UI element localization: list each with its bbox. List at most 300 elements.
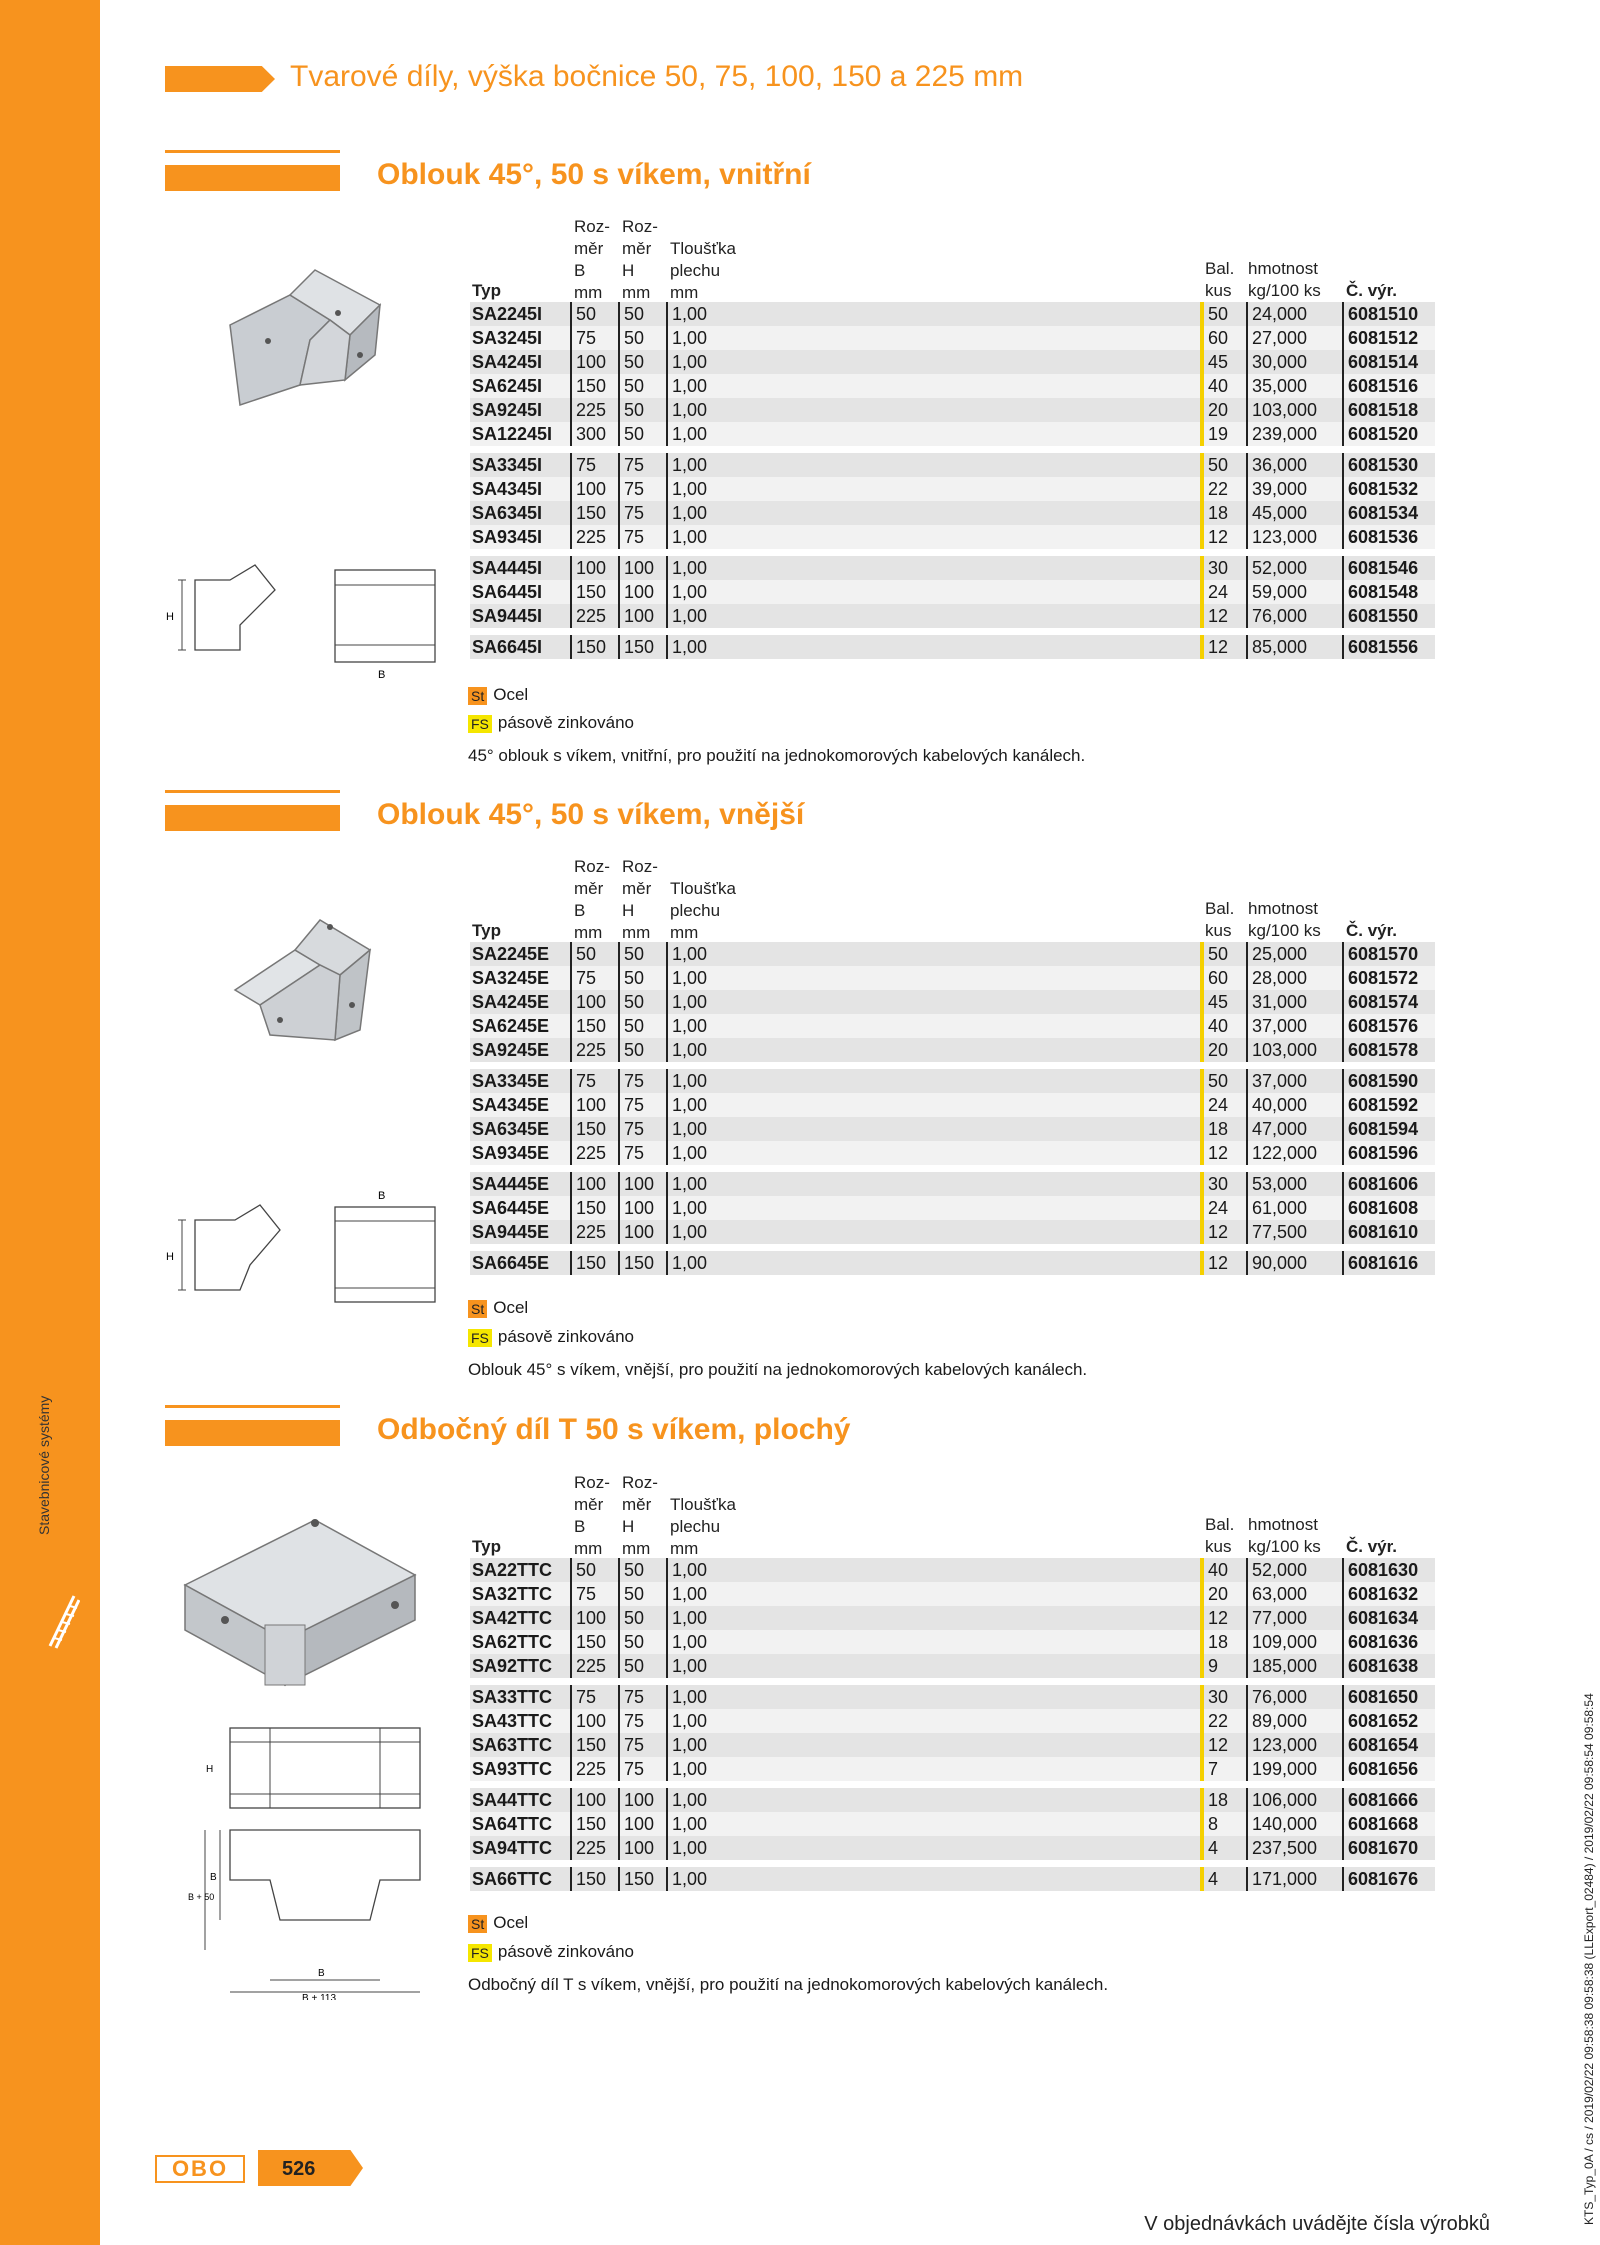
group-gap xyxy=(470,1062,1435,1069)
cell-hm: 103,000 xyxy=(1246,398,1317,422)
cell-b: 150 xyxy=(570,1251,606,1275)
cell-b: 100 xyxy=(570,1093,606,1117)
cell-cv: 6081518 xyxy=(1342,398,1418,422)
cell-cv: 6081652 xyxy=(1342,1709,1418,1733)
cell-h: 50 xyxy=(618,422,644,446)
cell-hm: 27,000 xyxy=(1246,326,1307,350)
cell-bal: 40 xyxy=(1200,374,1228,398)
cell-typ: SA2245I xyxy=(472,304,543,324)
cell-typ: SA92TTC xyxy=(472,1656,553,1676)
cell-typ: SA9345I xyxy=(472,527,543,547)
header-hm: hmotnost kg/100 ks xyxy=(1248,259,1321,300)
cell-bal: 45 xyxy=(1200,350,1228,374)
cell-bal: 60 xyxy=(1200,966,1228,990)
cell-t: 1,00 xyxy=(666,1867,707,1891)
header-h: Roz- měr H mm xyxy=(622,217,658,302)
cell-b: 75 xyxy=(570,1582,596,1606)
legend-st xyxy=(468,1913,528,1933)
table-row xyxy=(470,580,1435,604)
cell-hm: 40,000 xyxy=(1246,1093,1307,1117)
cell-cv: 6081654 xyxy=(1342,1733,1418,1757)
cell-t: 1,00 xyxy=(666,1093,707,1117)
table-row xyxy=(470,1172,1435,1196)
cell-h: 50 xyxy=(618,1558,644,1582)
table-row xyxy=(470,1757,1435,1781)
header-typ: Typ xyxy=(472,281,501,300)
table-header xyxy=(470,217,1435,302)
cell-typ: SA6245E xyxy=(472,1016,550,1036)
cell-cv: 6081550 xyxy=(1342,604,1418,628)
header-bal: Bal. kus xyxy=(1205,1515,1235,1556)
cell-b: 150 xyxy=(570,374,606,398)
cell-cv: 6081556 xyxy=(1342,635,1418,659)
header-typ: Typ xyxy=(472,921,501,940)
cell-b: 100 xyxy=(570,477,606,501)
section-title: Odbočný díl T 50 s víkem, plochý xyxy=(377,1413,851,1446)
cell-b: 100 xyxy=(570,556,606,580)
table-row xyxy=(470,1582,1435,1606)
table-row xyxy=(470,1733,1435,1757)
cell-typ: SA6345E xyxy=(472,1119,550,1139)
cell-typ: SA3345I xyxy=(472,455,543,475)
cell-hm: 35,000 xyxy=(1246,374,1307,398)
cell-t: 1,00 xyxy=(666,1141,707,1165)
cell-typ: SA93TTC xyxy=(472,1759,553,1779)
cell-b: 150 xyxy=(570,1014,606,1038)
cell-hm: 90,000 xyxy=(1246,1251,1307,1275)
table-header xyxy=(470,1473,1435,1558)
cell-h: 100 xyxy=(618,1196,654,1220)
fs-label: pásově zinkováno xyxy=(497,1327,634,1346)
cell-cv: 6081570 xyxy=(1342,942,1418,966)
cell-cv: 6081510 xyxy=(1342,302,1418,326)
cell-cv: 6081632 xyxy=(1342,1582,1418,1606)
cell-hm: 77,500 xyxy=(1246,1220,1307,1244)
cell-cv: 6081656 xyxy=(1342,1757,1418,1781)
table-row xyxy=(470,1788,1435,1812)
cell-hm: 76,000 xyxy=(1246,1685,1307,1709)
cell-bal: 22 xyxy=(1200,477,1228,501)
cell-t: 1,00 xyxy=(666,1220,707,1244)
cell-typ: SA9445I xyxy=(472,606,543,626)
cell-t: 1,00 xyxy=(666,326,707,350)
legend-st xyxy=(468,1298,528,1318)
table-row xyxy=(470,1558,1435,1582)
cell-typ: SA66TTC xyxy=(472,1869,553,1889)
cell-bal: 20 xyxy=(1200,398,1228,422)
cell-bal: 12 xyxy=(1200,1220,1228,1244)
cell-b: 75 xyxy=(570,326,596,350)
product-image-outer-bend xyxy=(220,905,390,1060)
cell-bal: 4 xyxy=(1200,1836,1218,1860)
cell-bal: 40 xyxy=(1200,1014,1228,1038)
product-table-inner-bend xyxy=(470,217,1435,659)
cell-hm: 106,000 xyxy=(1246,1788,1317,1812)
cell-cv: 6081616 xyxy=(1342,1251,1418,1275)
cell-t: 1,00 xyxy=(666,398,707,422)
cell-typ: SA6345I xyxy=(472,503,543,523)
fs-label: pásově zinkováno xyxy=(497,713,634,732)
st-marker: St xyxy=(468,1300,487,1318)
cell-h: 75 xyxy=(618,501,644,525)
section-bar xyxy=(165,165,340,191)
cell-t: 1,00 xyxy=(666,1757,707,1781)
cell-hm: 77,000 xyxy=(1246,1606,1307,1630)
product-image-t-piece xyxy=(165,1505,435,1705)
cell-cv: 6081590 xyxy=(1342,1069,1418,1093)
cell-cv: 6081610 xyxy=(1342,1220,1418,1244)
cell-t: 1,00 xyxy=(666,1014,707,1038)
cell-bal: 60 xyxy=(1200,326,1228,350)
sidebar-label: Stavebnicové systémy xyxy=(36,1395,52,1535)
cell-bal: 12 xyxy=(1200,1733,1228,1757)
table-row xyxy=(470,1196,1435,1220)
cell-hm: 63,000 xyxy=(1246,1582,1307,1606)
cell-h: 50 xyxy=(618,1582,644,1606)
cell-t: 1,00 xyxy=(666,1788,707,1812)
cell-typ: SA42TTC xyxy=(472,1608,553,1628)
cell-h: 50 xyxy=(618,1606,644,1630)
st-marker: St xyxy=(468,1915,487,1933)
cell-hm: 76,000 xyxy=(1246,604,1307,628)
cell-t: 1,00 xyxy=(666,1630,707,1654)
table-row xyxy=(470,1014,1435,1038)
cell-h: 50 xyxy=(618,942,644,966)
cell-cv: 6081636 xyxy=(1342,1630,1418,1654)
cell-hm: 24,000 xyxy=(1246,302,1307,326)
cell-typ: SA4345I xyxy=(472,479,543,499)
cell-b: 100 xyxy=(570,1709,606,1733)
table-row xyxy=(470,350,1435,374)
cell-h: 50 xyxy=(618,302,644,326)
cell-h: 50 xyxy=(618,326,644,350)
cell-cv: 6081638 xyxy=(1342,1654,1418,1678)
cell-t: 1,00 xyxy=(666,374,707,398)
cell-bal: 12 xyxy=(1200,1141,1228,1165)
st-marker: St xyxy=(468,687,487,705)
cell-bal: 12 xyxy=(1200,525,1228,549)
section-description: Odbočný díl T s víkem, vnější, pro použití na jednokomorových kabelových kanálech. xyxy=(468,1975,1109,1994)
group-gap xyxy=(470,1781,1435,1788)
cell-b: 150 xyxy=(570,1733,606,1757)
table-row xyxy=(470,1220,1435,1244)
cell-typ: SA33TTC xyxy=(472,1687,553,1707)
cell-h: 50 xyxy=(618,1014,644,1038)
cell-cv: 6081676 xyxy=(1342,1867,1418,1891)
cell-b: 150 xyxy=(570,1630,606,1654)
cell-h: 50 xyxy=(618,350,644,374)
cell-cv: 6081536 xyxy=(1342,525,1418,549)
cell-b: 150 xyxy=(570,1196,606,1220)
cell-t: 1,00 xyxy=(666,453,707,477)
table-row xyxy=(470,966,1435,990)
section-title: Oblouk 45°, 50 s víkem, vnitřní xyxy=(377,158,811,191)
cell-cv: 6081608 xyxy=(1342,1196,1418,1220)
group-gap xyxy=(470,1678,1435,1685)
cell-cv: 6081520 xyxy=(1342,422,1418,446)
cell-t: 1,00 xyxy=(666,501,707,525)
cell-t: 1,00 xyxy=(666,604,707,628)
cell-h: 100 xyxy=(618,1220,654,1244)
cell-hm: 52,000 xyxy=(1246,556,1307,580)
cell-cv: 6081576 xyxy=(1342,1014,1418,1038)
cell-hm: 122,000 xyxy=(1246,1141,1317,1165)
cell-t: 1,00 xyxy=(666,350,707,374)
st-label: Ocel xyxy=(493,1298,529,1317)
header-h: Roz- měr H mm xyxy=(622,857,658,942)
cell-h: 75 xyxy=(618,1141,644,1165)
header-t: Tloušťka plechu mm xyxy=(670,1495,736,1558)
cell-h: 100 xyxy=(618,1172,654,1196)
table-row xyxy=(470,1867,1435,1891)
cell-t: 1,00 xyxy=(666,1251,707,1275)
cell-typ: SA6445E xyxy=(472,1198,550,1218)
cell-hm: 37,000 xyxy=(1246,1069,1307,1093)
cell-b: 50 xyxy=(570,942,596,966)
table-row xyxy=(470,1836,1435,1860)
table-row xyxy=(470,453,1435,477)
dim-label-b: B xyxy=(378,1190,386,1202)
header-b: Roz- měr B mm xyxy=(574,1473,610,1558)
cell-h: 75 xyxy=(618,477,644,501)
cell-cv: 6081606 xyxy=(1342,1172,1418,1196)
product-image-inner-bend xyxy=(220,265,390,420)
cell-t: 1,00 xyxy=(666,525,707,549)
cell-typ: SA6245I xyxy=(472,376,543,396)
dim-label-b: B xyxy=(378,669,386,680)
cell-bal: 45 xyxy=(1200,990,1228,1014)
cell-cv: 6081594 xyxy=(1342,1117,1418,1141)
cell-hm: 28,000 xyxy=(1246,966,1307,990)
cell-h: 100 xyxy=(618,1812,654,1836)
table-row xyxy=(470,1117,1435,1141)
st-label: Ocel xyxy=(493,1913,529,1932)
table-row xyxy=(470,1654,1435,1678)
cell-typ: SA3345E xyxy=(472,1071,550,1091)
header-bal: Bal. kus xyxy=(1205,899,1235,940)
cell-bal: 22 xyxy=(1200,1709,1228,1733)
cell-cv: 6081548 xyxy=(1342,580,1418,604)
cell-hm: 25,000 xyxy=(1246,942,1307,966)
cell-b: 150 xyxy=(570,1812,606,1836)
cell-bal: 24 xyxy=(1200,580,1228,604)
cell-typ: SA2245E xyxy=(472,944,550,964)
cell-hm: 185,000 xyxy=(1246,1654,1317,1678)
cell-bal: 9 xyxy=(1200,1654,1218,1678)
table-header xyxy=(470,857,1435,942)
cell-t: 1,00 xyxy=(666,1606,707,1630)
cell-hm: 53,000 xyxy=(1246,1172,1307,1196)
cell-hm: 45,000 xyxy=(1246,501,1307,525)
cell-h: 75 xyxy=(618,453,644,477)
cell-b: 75 xyxy=(570,453,596,477)
group-gap xyxy=(470,1244,1435,1251)
cell-bal: 12 xyxy=(1200,1606,1228,1630)
cell-typ: SA9245E xyxy=(472,1040,550,1060)
cell-hm: 103,000 xyxy=(1246,1038,1317,1062)
cell-cv: 6081592 xyxy=(1342,1093,1418,1117)
cell-bal: 40 xyxy=(1200,1558,1228,1582)
cell-bal: 18 xyxy=(1200,501,1228,525)
table-row xyxy=(470,1093,1435,1117)
header-t: Tloušťka plechu mm xyxy=(670,879,736,942)
header-cv: Č. výr. xyxy=(1346,281,1398,300)
dim-label-b: B xyxy=(318,1968,325,1979)
cell-b: 225 xyxy=(570,1141,606,1165)
footer-note: V objednávkách uvádějte čísla výrobků xyxy=(1144,2213,1490,2235)
legend-fs xyxy=(468,1942,634,1962)
cell-hm: 123,000 xyxy=(1246,525,1317,549)
section-title: Oblouk 45°, 50 s víkem, vnější xyxy=(377,798,805,831)
cell-cv: 6081530 xyxy=(1342,453,1418,477)
cell-cv: 6081514 xyxy=(1342,350,1418,374)
cell-t: 1,00 xyxy=(666,1812,707,1836)
cell-t: 1,00 xyxy=(666,1038,707,1062)
dim-label-b50: B + 50 xyxy=(188,1892,215,1902)
cell-hm: 36,000 xyxy=(1246,453,1307,477)
cell-b: 225 xyxy=(570,1220,606,1244)
dim-label-h: H xyxy=(166,611,174,623)
cell-hm: 39,000 xyxy=(1246,477,1307,501)
cell-t: 1,00 xyxy=(666,1558,707,1582)
cell-h: 150 xyxy=(618,1251,654,1275)
table-row xyxy=(470,556,1435,580)
cell-b: 100 xyxy=(570,1606,606,1630)
legend-st xyxy=(468,685,528,705)
cell-h: 75 xyxy=(618,1069,644,1093)
left-sidebar-band xyxy=(0,0,100,2245)
cell-t: 1,00 xyxy=(666,556,707,580)
cell-bal: 50 xyxy=(1200,1069,1228,1093)
cell-b: 100 xyxy=(570,990,606,1014)
cell-bal: 50 xyxy=(1200,942,1228,966)
cell-typ: SA9245I xyxy=(472,400,543,420)
cell-typ: SA9345E xyxy=(472,1143,550,1163)
cell-bal: 8 xyxy=(1200,1812,1218,1836)
cell-hm: 123,000 xyxy=(1246,1733,1317,1757)
cell-cv: 6081578 xyxy=(1342,1038,1418,1062)
cell-cv: 6081670 xyxy=(1342,1836,1418,1860)
cell-h: 50 xyxy=(618,1654,644,1678)
cell-b: 225 xyxy=(570,1038,606,1062)
table-row xyxy=(470,1069,1435,1093)
dim-label-h: H xyxy=(206,1764,214,1775)
cell-b: 100 xyxy=(570,1172,606,1196)
section-description: Oblouk 45° s víkem, vnější, pro použití na jednokomorových kabelových kanálech. xyxy=(468,1360,1088,1379)
table-row xyxy=(470,374,1435,398)
table-row xyxy=(470,1038,1435,1062)
table-row xyxy=(470,1251,1435,1275)
table-row xyxy=(470,501,1435,525)
cell-t: 1,00 xyxy=(666,422,707,446)
cell-hm: 85,000 xyxy=(1246,635,1307,659)
cell-h: 75 xyxy=(618,1093,644,1117)
group-gap xyxy=(470,628,1435,635)
dim-label-b113: B + 113 xyxy=(302,1993,337,2000)
cell-hm: 61,000 xyxy=(1246,1196,1307,1220)
cell-h: 150 xyxy=(618,1867,654,1891)
table-row xyxy=(470,1606,1435,1630)
cell-t: 1,00 xyxy=(666,1654,707,1678)
cell-bal: 50 xyxy=(1200,302,1228,326)
cell-cv: 6081630 xyxy=(1342,1558,1418,1582)
group-gap xyxy=(470,1165,1435,1172)
table-row xyxy=(470,422,1435,446)
table-row xyxy=(470,635,1435,659)
document-export-note: KTS_Typ_0A / cs / 2019/02/22 09:58:38 09:58:38 (LLExport_02484) / 2019/02/22 09:58:54 09:58:54 xyxy=(1582,1693,1596,2225)
cell-h: 100 xyxy=(618,604,654,628)
cell-t: 1,00 xyxy=(666,1733,707,1757)
cell-typ: SA4445E xyxy=(472,1174,550,1194)
cell-cv: 6081650 xyxy=(1342,1685,1418,1709)
cell-b: 225 xyxy=(570,398,606,422)
cell-t: 1,00 xyxy=(666,635,707,659)
cell-typ: SA12245I xyxy=(472,424,553,444)
cell-typ: SA22TTC xyxy=(472,1560,553,1580)
page-title: Tvarové díly, výška bočnice 50, 75, 100, 150 a 225 mm xyxy=(290,60,1024,93)
cell-h: 50 xyxy=(618,966,644,990)
cell-cv: 6081634 xyxy=(1342,1606,1418,1630)
cell-t: 1,00 xyxy=(666,942,707,966)
cell-t: 1,00 xyxy=(666,1196,707,1220)
cell-hm: 52,000 xyxy=(1246,1558,1307,1582)
cell-cv: 6081516 xyxy=(1342,374,1418,398)
cell-typ: SA4445I xyxy=(472,558,543,578)
cell-h: 50 xyxy=(618,398,644,422)
cell-h: 150 xyxy=(618,635,654,659)
cell-typ: SA63TTC xyxy=(472,1735,553,1755)
cell-hm: 47,000 xyxy=(1246,1117,1307,1141)
header-hm: hmotnost kg/100 ks xyxy=(1248,899,1321,940)
fs-marker: FS xyxy=(468,1329,492,1347)
cell-t: 1,00 xyxy=(666,1069,707,1093)
cell-h: 50 xyxy=(618,374,644,398)
table-row xyxy=(470,1812,1435,1836)
drawing-t-piece xyxy=(180,1720,440,2005)
cell-typ: SA6645I xyxy=(472,637,543,657)
cell-hm: 59,000 xyxy=(1246,580,1307,604)
cell-t: 1,00 xyxy=(666,1172,707,1196)
cell-t: 1,00 xyxy=(666,1709,707,1733)
fs-label: pásově zinkováno xyxy=(497,1942,634,1961)
legend-fs xyxy=(468,713,634,733)
cable-tray-icon xyxy=(46,1590,80,1650)
cell-hm: 109,000 xyxy=(1246,1630,1317,1654)
cell-b: 100 xyxy=(570,350,606,374)
cell-b: 225 xyxy=(570,1836,606,1860)
cell-b: 150 xyxy=(570,1867,606,1891)
fs-marker: FS xyxy=(468,715,492,733)
cell-b: 75 xyxy=(570,1069,596,1093)
cell-h: 100 xyxy=(618,1836,654,1860)
cell-b: 50 xyxy=(570,1558,596,1582)
cell-h: 50 xyxy=(618,1038,644,1062)
cell-cv: 6081532 xyxy=(1342,477,1418,501)
legend-fs xyxy=(468,1327,634,1347)
section-rule xyxy=(165,1405,340,1408)
section-rule xyxy=(165,790,340,793)
cell-bal: 19 xyxy=(1200,422,1228,446)
cell-h: 75 xyxy=(618,1709,644,1733)
cell-bal: 20 xyxy=(1200,1038,1228,1062)
cell-cv: 6081546 xyxy=(1342,556,1418,580)
cell-cv: 6081666 xyxy=(1342,1788,1418,1812)
cell-h: 75 xyxy=(618,525,644,549)
dim-label-b-vertical: B xyxy=(210,1872,217,1883)
page-number: 526 xyxy=(282,2158,316,2180)
table-row xyxy=(470,1685,1435,1709)
cell-bal: 18 xyxy=(1200,1630,1228,1654)
